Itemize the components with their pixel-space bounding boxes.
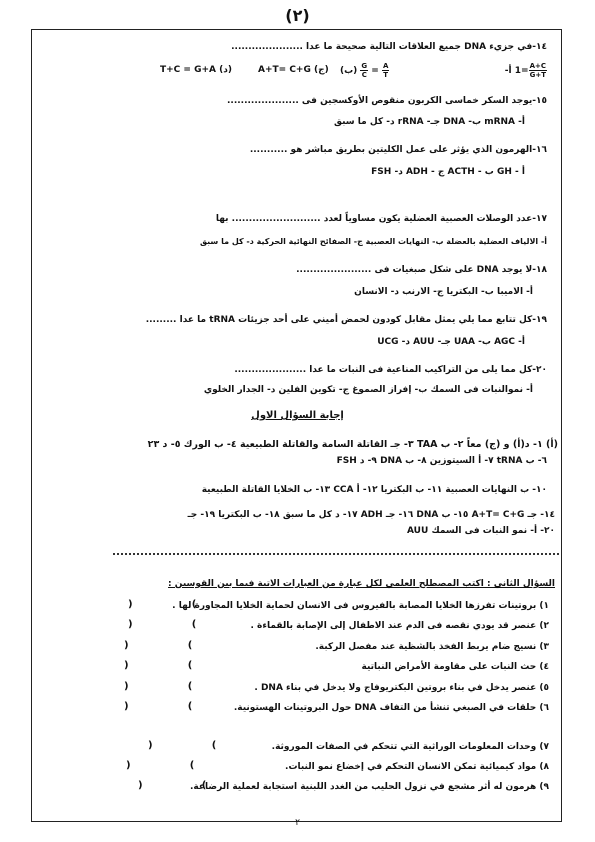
page-number: (٢) bbox=[285, 6, 310, 25]
term-item-4: ٤) حث النبات على مقاومة الأمراض النباتية bbox=[361, 662, 549, 672]
answer-blank-3[interactable]: ) ( bbox=[124, 640, 193, 651]
question-14-option-d: T+C = G+A (د) bbox=[160, 65, 232, 75]
answers-line-1: (أ) ١- د(أ) و (ج) معاً ٢- ب TAA ٣- جـ القاتلة السامة والقاتلة الطبيعية ٤- ب الورك ٥- د ٢٣ bbox=[147, 439, 558, 450]
term-item-2: ٢) عنصر قد يودي نقصه فى الدم عند الاطفال إلى الإصابة بالقماءة . bbox=[250, 621, 549, 631]
question-15-options: أ- mRNA ب- DNA جـ- rRNA د- كل ما سبق bbox=[334, 117, 525, 127]
answers-line-4: ١٤- جـ A+T= C+G ١٥- ب DNA ١٦- جـ ADH ١٧- د كل ما سبق ١٨- ب البكتريا ١٩- جـ bbox=[187, 510, 555, 520]
question-14-option-c: A+T= C+G (ج) bbox=[258, 65, 329, 75]
question-19-stem: ١٩-كل تتابع مما يلي يمثل مقابل كودون لحمض أميني على أحد جزيئات tRNA ما عدا ......... bbox=[145, 315, 547, 325]
question-15-stem: ١٥-يوجد السكر خماسى الكربون منقوص الأوكسجين فى ..................... bbox=[227, 96, 547, 106]
question-14-stem: ١٤-في جزيء DNA جميع العلاقات التالية صحيحة ما عدا ..................... bbox=[231, 42, 547, 52]
term-item-8: ٨) مواد كيميائية تمكن الانسان التحكم في إخضاع نمو النبات. bbox=[285, 762, 549, 772]
term-item-9: ٩) هرمون له أثر مشجع في نزول الحليب من الغدد اللبنية استجابة لعملية الرضاعة. bbox=[190, 782, 549, 792]
answer-blank-6[interactable]: ) ( bbox=[124, 701, 193, 712]
term-item-7: ٧) وحدات المعلومات الوراثية التي تتحكم في الصفات الموروثة. bbox=[271, 742, 549, 752]
answer-blank-8[interactable]: ) ( bbox=[126, 760, 195, 771]
question-17-options: أ- الالياف العضلية بالعضلة ب- النهايات العصبية ج- الصفائح النهائية الحركية د- كل ما سبق bbox=[199, 237, 547, 246]
answer-blank-1[interactable]: ) ( bbox=[128, 599, 197, 610]
question-18-options: أ- الاميبا ب- البكتريا ج- الارنب د- الانسان bbox=[354, 287, 533, 297]
answer-blank-7[interactable]: ) ( bbox=[148, 740, 217, 751]
term-item-3: ٣) نسيج ضام يربط الفخذ بالشظية عند مفصل الركبة. bbox=[315, 642, 549, 652]
dotted-separator bbox=[113, 553, 559, 555]
answer-blank-4[interactable]: ) ( bbox=[124, 660, 193, 671]
question-16-options: أ - GH ب - ACTH ج - ADH د- FSH bbox=[371, 167, 525, 177]
question-16-stem: ١٦-الهرمون الذي يؤثر على عمل الكليتين بطريق مباشر هو ........... bbox=[249, 145, 547, 155]
question-18-stem: ١٨-لا يوجد DNA على شكل صبغيات فى ...................... bbox=[296, 265, 547, 275]
answer-blank-5[interactable]: ) ( bbox=[124, 681, 193, 692]
term-item-6: ٦) حلقات في الصبغي تنشأ من التفاف DNA حول البروتينات الهستونية. bbox=[233, 703, 549, 713]
question-14-option-a: $\frac{A+C}{G+T}$ =1 أ- bbox=[504, 62, 546, 79]
footer-page-number: ٢ bbox=[295, 818, 300, 828]
answers-line-5: AUU ٢٠- أ- نمو النبات فى السمك bbox=[406, 526, 555, 536]
answers-line-2: ٦- ب tRNA ٧- أ السيتوزين ٨- ب DNA ٩- د FSH bbox=[336, 456, 547, 466]
answers-title: إجابة السؤال الاول bbox=[251, 410, 344, 421]
question-20-options: أ- نموالنبات فى السمك ب- إفراز الصموغ ج- تكوين الفلين د- الجدار الخلوي bbox=[203, 385, 533, 395]
answer-blank-9[interactable]: ) ( bbox=[138, 780, 207, 791]
answer-blank-2[interactable]: ) ( bbox=[128, 619, 197, 630]
term-item-1: ١) بروتينات تفرزها الخلايا المصابة بالفيروس فى الانسان لحماية الخلايا المجاورة لها . bbox=[172, 601, 549, 611]
answers-line-3: ١٠- ب النهايات العصبية ١١- ب البكتريا ١٢- أ CCA ١٣- ب الخلايا القاتلة الطبيعية bbox=[201, 485, 547, 495]
question-19-options: أ- AGC ب- UAA جـ- AUU د- UCG bbox=[377, 337, 525, 347]
question-20-stem: ٢٠-كل مما يلى من التراكيب المناعية فى النبات ما عدا ..................... bbox=[234, 365, 547, 375]
section-2-title: السؤال الثاني : اكتب المصطلح العلمي لكل عبارة من العبارات الاتية فيما بين القوسين : bbox=[168, 579, 555, 589]
question-17-stem: ١٧-عدد الوصلات العصبية العضلية يكون مساوياً لعدد .......................... بها bbox=[215, 214, 547, 224]
question-14-option-b: $\frac{A}{T}$ = $\frac{G}{C}$ (ب) bbox=[340, 62, 389, 79]
term-item-5: ٥) عنصر يدخل في بناء بروتين البكتريوفاج ولا يدخل في بناء DNA . bbox=[254, 683, 549, 693]
